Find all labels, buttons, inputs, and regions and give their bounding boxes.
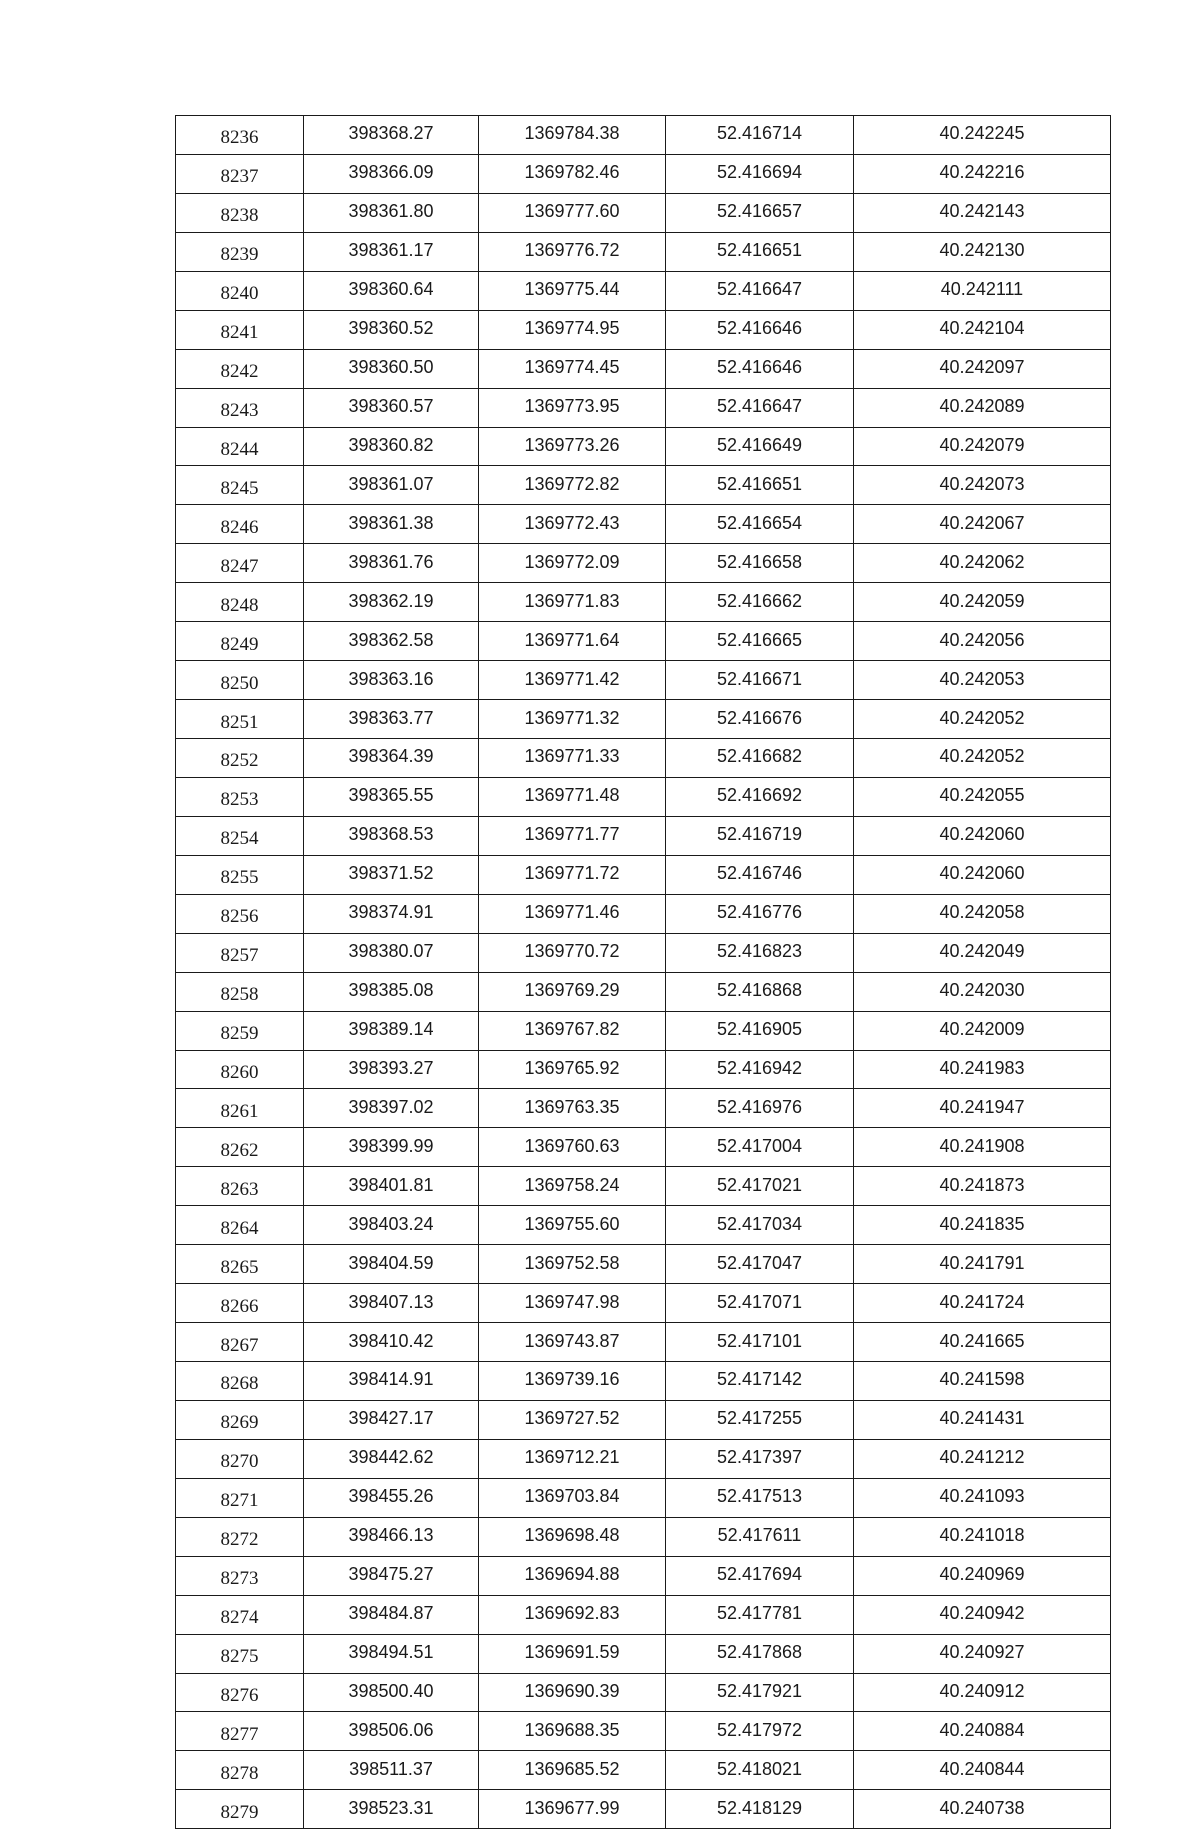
cell-longitude: 40.241598 [854, 1362, 1111, 1401]
cell-x-coordinate: 398401.81 [304, 1167, 479, 1206]
cell-y-coordinate: 1369772.09 [479, 544, 666, 583]
cell-longitude: 40.241983 [854, 1050, 1111, 1089]
cell-point-id: 8274 [176, 1595, 304, 1634]
table-row [176, 1323, 1111, 1362]
cell-y-coordinate: 1369688.35 [479, 1712, 666, 1751]
cell-x-coordinate: 398360.52 [304, 310, 479, 349]
cell-y-coordinate: 1369771.77 [479, 816, 666, 855]
table-row [176, 232, 1111, 271]
cell-longitude: 40.241431 [854, 1400, 1111, 1439]
cell-latitude: 52.416662 [666, 583, 854, 622]
cell-point-id: 8270 [176, 1439, 304, 1478]
cell-x-coordinate: 398403.24 [304, 1206, 479, 1245]
cell-longitude: 40.241093 [854, 1478, 1111, 1517]
table-row [176, 933, 1111, 972]
table-row [176, 1634, 1111, 1673]
cell-x-coordinate: 398360.82 [304, 427, 479, 466]
cell-longitude: 40.242245 [854, 116, 1111, 155]
table-row [176, 1751, 1111, 1790]
cell-point-id: 8244 [176, 427, 304, 466]
cell-longitude: 40.242056 [854, 622, 1111, 661]
table-row [176, 1517, 1111, 1556]
table-row [176, 154, 1111, 193]
cell-point-id: 8261 [176, 1089, 304, 1128]
cell-x-coordinate: 398374.91 [304, 894, 479, 933]
cell-longitude: 40.242030 [854, 972, 1111, 1011]
cell-x-coordinate: 398397.02 [304, 1089, 479, 1128]
cell-y-coordinate: 1369743.87 [479, 1323, 666, 1362]
cell-point-id: 8253 [176, 777, 304, 816]
table-row [176, 1556, 1111, 1595]
cell-x-coordinate: 398393.27 [304, 1050, 479, 1089]
cell-latitude: 52.417004 [666, 1128, 854, 1167]
cell-latitude: 52.416654 [666, 505, 854, 544]
cell-x-coordinate: 398506.06 [304, 1712, 479, 1751]
cell-point-id: 8277 [176, 1712, 304, 1751]
cell-point-id: 8242 [176, 349, 304, 388]
cell-point-id: 8250 [176, 661, 304, 700]
table-row [176, 1712, 1111, 1751]
table-row [176, 116, 1111, 155]
cell-point-id: 8279 [176, 1790, 304, 1829]
cell-x-coordinate: 398385.08 [304, 972, 479, 1011]
table-row [176, 1673, 1111, 1712]
cell-latitude: 52.417255 [666, 1400, 854, 1439]
cell-y-coordinate: 1369727.52 [479, 1400, 666, 1439]
cell-point-id: 8268 [176, 1362, 304, 1401]
cell-latitude: 52.417047 [666, 1245, 854, 1284]
cell-point-id: 8258 [176, 972, 304, 1011]
cell-x-coordinate: 398363.16 [304, 661, 479, 700]
cell-longitude: 40.242067 [854, 505, 1111, 544]
cell-point-id: 8259 [176, 1011, 304, 1050]
cell-longitude: 40.240738 [854, 1790, 1111, 1829]
cell-latitude: 52.417611 [666, 1517, 854, 1556]
cell-x-coordinate: 398523.31 [304, 1790, 479, 1829]
cell-longitude: 40.242052 [854, 700, 1111, 739]
cell-x-coordinate: 398368.53 [304, 816, 479, 855]
cell-x-coordinate: 398360.50 [304, 349, 479, 388]
cell-y-coordinate: 1369747.98 [479, 1284, 666, 1323]
table-row [176, 1050, 1111, 1089]
cell-latitude: 52.416942 [666, 1050, 854, 1089]
cell-x-coordinate: 398364.39 [304, 739, 479, 778]
cell-point-id: 8251 [176, 700, 304, 739]
cell-longitude: 40.242060 [854, 855, 1111, 894]
cell-longitude: 40.242130 [854, 232, 1111, 271]
cell-x-coordinate: 398466.13 [304, 1517, 479, 1556]
cell-latitude: 52.418129 [666, 1790, 854, 1829]
cell-longitude: 40.242089 [854, 388, 1111, 427]
coordinates-table [175, 115, 1111, 1829]
table-row [176, 427, 1111, 466]
table-row [176, 1362, 1111, 1401]
cell-longitude: 40.240969 [854, 1556, 1111, 1595]
table-row [176, 1245, 1111, 1284]
cell-x-coordinate: 398414.91 [304, 1362, 479, 1401]
cell-y-coordinate: 1369777.60 [479, 193, 666, 232]
cell-y-coordinate: 1369739.16 [479, 1362, 666, 1401]
cell-x-coordinate: 398427.17 [304, 1400, 479, 1439]
cell-point-id: 8243 [176, 388, 304, 427]
table-row [176, 894, 1111, 933]
table-row [176, 855, 1111, 894]
cell-latitude: 52.417034 [666, 1206, 854, 1245]
table-row [176, 388, 1111, 427]
cell-point-id: 8269 [176, 1400, 304, 1439]
table-row [176, 1478, 1111, 1517]
cell-y-coordinate: 1369775.44 [479, 271, 666, 310]
cell-x-coordinate: 398511.37 [304, 1751, 479, 1790]
cell-longitude: 40.242062 [854, 544, 1111, 583]
cell-latitude: 52.416646 [666, 349, 854, 388]
cell-latitude: 52.416868 [666, 972, 854, 1011]
cell-longitude: 40.241947 [854, 1089, 1111, 1128]
cell-latitude: 52.416676 [666, 700, 854, 739]
cell-x-coordinate: 398404.59 [304, 1245, 479, 1284]
cell-x-coordinate: 398455.26 [304, 1478, 479, 1517]
cell-longitude: 40.242097 [854, 349, 1111, 388]
cell-longitude: 40.240942 [854, 1595, 1111, 1634]
cell-y-coordinate: 1369770.72 [479, 933, 666, 972]
cell-point-id: 8264 [176, 1206, 304, 1245]
table-row [176, 1167, 1111, 1206]
cell-latitude: 52.416682 [666, 739, 854, 778]
cell-x-coordinate: 398363.77 [304, 700, 479, 739]
cell-y-coordinate: 1369765.92 [479, 1050, 666, 1089]
table-row [176, 1089, 1111, 1128]
cell-y-coordinate: 1369771.83 [479, 583, 666, 622]
table-row [176, 622, 1111, 661]
cell-point-id: 8240 [176, 271, 304, 310]
cell-x-coordinate: 398366.09 [304, 154, 479, 193]
cell-point-id: 8266 [176, 1284, 304, 1323]
cell-point-id: 8278 [176, 1751, 304, 1790]
cell-latitude: 52.416649 [666, 427, 854, 466]
cell-y-coordinate: 1369773.95 [479, 388, 666, 427]
cell-x-coordinate: 398362.58 [304, 622, 479, 661]
cell-latitude: 52.416746 [666, 855, 854, 894]
cell-x-coordinate: 398484.87 [304, 1595, 479, 1634]
table-row [176, 583, 1111, 622]
cell-longitude: 40.242143 [854, 193, 1111, 232]
cell-latitude: 52.417781 [666, 1595, 854, 1634]
cell-point-id: 8267 [176, 1323, 304, 1362]
cell-point-id: 8271 [176, 1478, 304, 1517]
cell-x-coordinate: 398361.76 [304, 544, 479, 583]
cell-latitude: 52.417021 [666, 1167, 854, 1206]
cell-y-coordinate: 1369774.95 [479, 310, 666, 349]
cell-y-coordinate: 1369690.39 [479, 1673, 666, 1712]
cell-y-coordinate: 1369712.21 [479, 1439, 666, 1478]
cell-y-coordinate: 1369698.48 [479, 1517, 666, 1556]
cell-point-id: 8237 [176, 154, 304, 193]
cell-point-id: 8265 [176, 1245, 304, 1284]
cell-y-coordinate: 1369677.99 [479, 1790, 666, 1829]
cell-longitude: 40.241212 [854, 1439, 1111, 1478]
cell-longitude: 40.242060 [854, 816, 1111, 855]
cell-latitude: 52.416905 [666, 1011, 854, 1050]
cell-y-coordinate: 1369691.59 [479, 1634, 666, 1673]
table-row [176, 544, 1111, 583]
cell-point-id: 8236 [176, 116, 304, 155]
cell-latitude: 52.416665 [666, 622, 854, 661]
table-row [176, 310, 1111, 349]
cell-latitude: 52.416647 [666, 388, 854, 427]
cell-longitude: 40.241873 [854, 1167, 1111, 1206]
cell-longitude: 40.242111 [854, 271, 1111, 310]
table-row [176, 1284, 1111, 1323]
cell-x-coordinate: 398371.52 [304, 855, 479, 894]
cell-y-coordinate: 1369772.43 [479, 505, 666, 544]
coordinates-table-body [176, 116, 1111, 1829]
cell-latitude: 52.417694 [666, 1556, 854, 1595]
cell-latitude: 52.416646 [666, 310, 854, 349]
cell-longitude: 40.242052 [854, 739, 1111, 778]
cell-longitude: 40.242053 [854, 661, 1111, 700]
cell-y-coordinate: 1369767.82 [479, 1011, 666, 1050]
cell-point-id: 8238 [176, 193, 304, 232]
cell-longitude: 40.242058 [854, 894, 1111, 933]
cell-point-id: 8257 [176, 933, 304, 972]
table-row [176, 661, 1111, 700]
cell-latitude: 52.416657 [666, 193, 854, 232]
cell-longitude: 40.241724 [854, 1284, 1111, 1323]
cell-longitude: 40.242216 [854, 154, 1111, 193]
cell-latitude: 52.416714 [666, 116, 854, 155]
cell-point-id: 8254 [176, 816, 304, 855]
cell-y-coordinate: 1369692.83 [479, 1595, 666, 1634]
cell-point-id: 8252 [176, 739, 304, 778]
cell-x-coordinate: 398361.80 [304, 193, 479, 232]
cell-x-coordinate: 398360.64 [304, 271, 479, 310]
cell-latitude: 52.416719 [666, 816, 854, 855]
cell-y-coordinate: 1369771.33 [479, 739, 666, 778]
cell-latitude: 52.417397 [666, 1439, 854, 1478]
cell-latitude: 52.416776 [666, 894, 854, 933]
cell-longitude: 40.241791 [854, 1245, 1111, 1284]
cell-latitude: 52.416651 [666, 232, 854, 271]
cell-latitude: 52.416671 [666, 661, 854, 700]
table-row [176, 1011, 1111, 1050]
table-row [176, 1790, 1111, 1829]
cell-point-id: 8241 [176, 310, 304, 349]
table-row [176, 271, 1111, 310]
cell-latitude: 52.417972 [666, 1712, 854, 1751]
cell-y-coordinate: 1369771.32 [479, 700, 666, 739]
cell-longitude: 40.242059 [854, 583, 1111, 622]
table-row [176, 349, 1111, 388]
cell-point-id: 8272 [176, 1517, 304, 1556]
cell-x-coordinate: 398399.99 [304, 1128, 479, 1167]
cell-y-coordinate: 1369771.72 [479, 855, 666, 894]
cell-y-coordinate: 1369758.24 [479, 1167, 666, 1206]
cell-longitude: 40.242104 [854, 310, 1111, 349]
cell-y-coordinate: 1369755.60 [479, 1206, 666, 1245]
cell-x-coordinate: 398361.38 [304, 505, 479, 544]
cell-x-coordinate: 398410.42 [304, 1323, 479, 1362]
cell-point-id: 8245 [176, 466, 304, 505]
cell-point-id: 8273 [176, 1556, 304, 1595]
cell-y-coordinate: 1369771.64 [479, 622, 666, 661]
cell-longitude: 40.241908 [854, 1128, 1111, 1167]
cell-latitude: 52.417513 [666, 1478, 854, 1517]
cell-longitude: 40.240844 [854, 1751, 1111, 1790]
cell-point-id: 8260 [176, 1050, 304, 1089]
cell-x-coordinate: 398500.40 [304, 1673, 479, 1712]
cell-longitude: 40.240884 [854, 1712, 1111, 1751]
cell-longitude: 40.241018 [854, 1517, 1111, 1556]
cell-y-coordinate: 1369784.38 [479, 116, 666, 155]
cell-longitude: 40.242073 [854, 466, 1111, 505]
cell-x-coordinate: 398407.13 [304, 1284, 479, 1323]
table-row [176, 816, 1111, 855]
table-row [176, 972, 1111, 1011]
cell-y-coordinate: 1369771.48 [479, 777, 666, 816]
cell-y-coordinate: 1369771.42 [479, 661, 666, 700]
table-row [176, 1439, 1111, 1478]
cell-latitude: 52.416647 [666, 271, 854, 310]
cell-point-id: 8275 [176, 1634, 304, 1673]
table-row [176, 700, 1111, 739]
cell-y-coordinate: 1369752.58 [479, 1245, 666, 1284]
cell-y-coordinate: 1369771.46 [479, 894, 666, 933]
cell-longitude: 40.240912 [854, 1673, 1111, 1712]
cell-longitude: 40.240927 [854, 1634, 1111, 1673]
cell-latitude: 52.416651 [666, 466, 854, 505]
cell-x-coordinate: 398442.62 [304, 1439, 479, 1478]
cell-y-coordinate: 1369776.72 [479, 232, 666, 271]
cell-x-coordinate: 398389.14 [304, 1011, 479, 1050]
cell-x-coordinate: 398380.07 [304, 933, 479, 972]
cell-point-id: 8276 [176, 1673, 304, 1712]
cell-latitude: 52.417071 [666, 1284, 854, 1323]
cell-point-id: 8239 [176, 232, 304, 271]
table-row [176, 1128, 1111, 1167]
cell-x-coordinate: 398475.27 [304, 1556, 479, 1595]
cell-x-coordinate: 398362.19 [304, 583, 479, 622]
table-row [176, 1400, 1111, 1439]
cell-longitude: 40.242009 [854, 1011, 1111, 1050]
cell-longitude: 40.242055 [854, 777, 1111, 816]
table-row [176, 777, 1111, 816]
cell-y-coordinate: 1369773.26 [479, 427, 666, 466]
table-row [176, 466, 1111, 505]
cell-latitude: 52.416694 [666, 154, 854, 193]
cell-latitude: 52.417868 [666, 1634, 854, 1673]
cell-latitude: 52.416976 [666, 1089, 854, 1128]
cell-y-coordinate: 1369703.84 [479, 1478, 666, 1517]
cell-latitude: 52.416823 [666, 933, 854, 972]
cell-y-coordinate: 1369763.35 [479, 1089, 666, 1128]
cell-x-coordinate: 398494.51 [304, 1634, 479, 1673]
cell-longitude: 40.242079 [854, 427, 1111, 466]
cell-point-id: 8262 [176, 1128, 304, 1167]
cell-y-coordinate: 1369772.82 [479, 466, 666, 505]
cell-point-id: 8246 [176, 505, 304, 544]
cell-point-id: 8249 [176, 622, 304, 661]
cell-longitude: 40.241665 [854, 1323, 1111, 1362]
cell-x-coordinate: 398360.57 [304, 388, 479, 427]
cell-latitude: 52.416692 [666, 777, 854, 816]
cell-longitude: 40.241835 [854, 1206, 1111, 1245]
cell-latitude: 52.416658 [666, 544, 854, 583]
cell-point-id: 8248 [176, 583, 304, 622]
table-row [176, 1595, 1111, 1634]
cell-longitude: 40.242049 [854, 933, 1111, 972]
cell-y-coordinate: 1369774.45 [479, 349, 666, 388]
cell-y-coordinate: 1369769.29 [479, 972, 666, 1011]
cell-latitude: 52.417921 [666, 1673, 854, 1712]
cell-point-id: 8247 [176, 544, 304, 583]
cell-x-coordinate: 398361.07 [304, 466, 479, 505]
cell-y-coordinate: 1369782.46 [479, 154, 666, 193]
cell-latitude: 52.417142 [666, 1362, 854, 1401]
cell-x-coordinate: 398365.55 [304, 777, 479, 816]
cell-x-coordinate: 398361.17 [304, 232, 479, 271]
table-row [176, 505, 1111, 544]
cell-x-coordinate: 398368.27 [304, 116, 479, 155]
table-row [176, 193, 1111, 232]
cell-y-coordinate: 1369685.52 [479, 1751, 666, 1790]
cell-point-id: 8263 [176, 1167, 304, 1206]
cell-latitude: 52.418021 [666, 1751, 854, 1790]
cell-latitude: 52.417101 [666, 1323, 854, 1362]
cell-y-coordinate: 1369760.63 [479, 1128, 666, 1167]
cell-point-id: 8256 [176, 894, 304, 933]
cell-y-coordinate: 1369694.88 [479, 1556, 666, 1595]
table-row [176, 739, 1111, 778]
cell-point-id: 8255 [176, 855, 304, 894]
table-row [176, 1206, 1111, 1245]
